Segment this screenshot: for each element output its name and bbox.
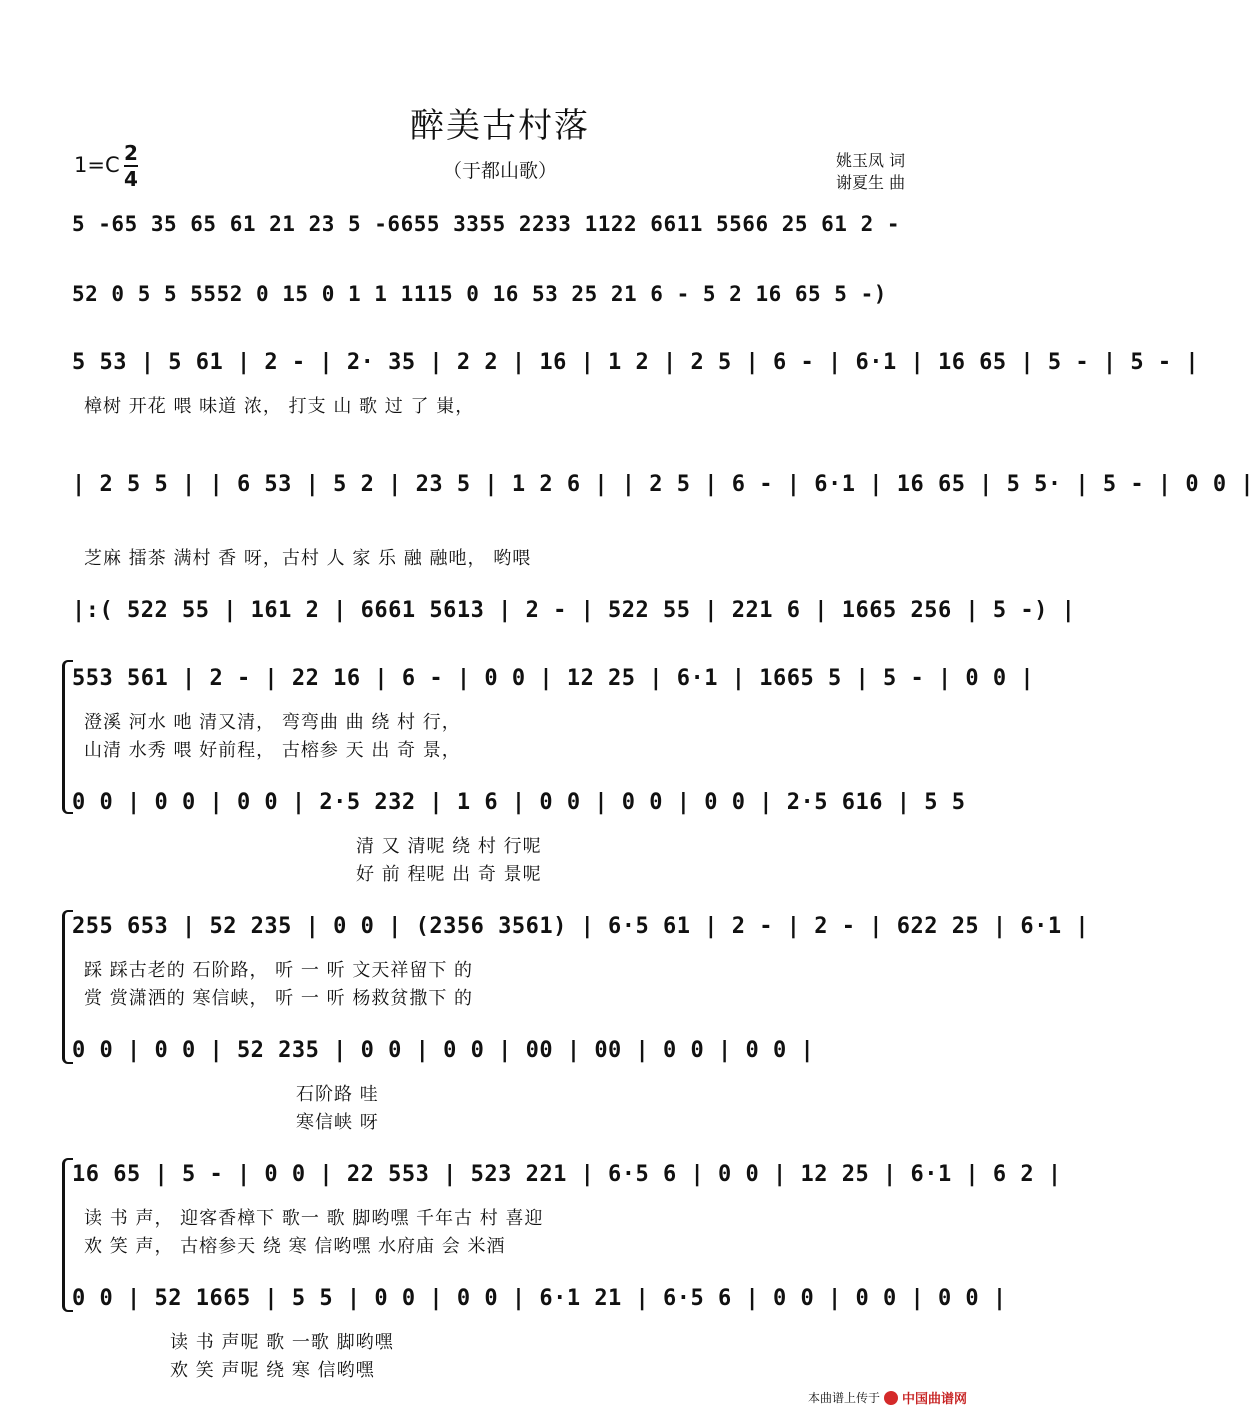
- notation-line-2: 52 0 5 5 5552 0 15 0 1 1 1115 0 16 53 25 21 6 - 5 2 16 65 5 -): [72, 282, 887, 306]
- lyricist-credit: 姚玉凤 词: [836, 151, 906, 170]
- site-logo-text: 中国曲谱网: [902, 1392, 968, 1407]
- composer-credit: 谢夏生 曲: [836, 173, 906, 192]
- lyrics-line-14: 欢 笑 声呢 绕 寒 信哟嘿: [170, 1360, 375, 1381]
- key-signature: 1=C: [74, 153, 120, 177]
- notation-line-9: 0 0 | 0 0 | 52 235 | 0 0 | 0 0 | 00 | 00 | 0 0 | 0 0 |: [72, 1038, 815, 1063]
- site-logo-icon: [884, 1391, 898, 1405]
- song-title: 醉美古村落: [410, 106, 590, 146]
- lyrics-line-5: 清 又 清呢 绕 村 行呢: [356, 836, 542, 857]
- lyrics-line-10: 寒信峡 呀: [296, 1112, 379, 1133]
- notation-line-5: |:( 522 55 | 161 2 | 6661 5613 | 2 - | 522 55 | 221 6 | 1665 256 | 5 -) |: [72, 598, 1076, 623]
- notation-line-10: 16 65 | 5 - | 0 0 | 22 553 | 523 221 | 6·5 6 | 0 0 | 12 25 | 6·1 | 6 2 |: [72, 1162, 1062, 1187]
- notation-line-1: 5 -65 35 65 61 21 23 5 -6655 3355 2233 1122 6611 5566 25 61 2 -: [72, 212, 901, 236]
- notation-line-6: 553 561 | 2 - | 22 16 | 6 - | 0 0 | 12 25 | 6·1 | 1665 5 | 5 - | 0 0 |: [72, 666, 1035, 691]
- lyrics-line-7: 踩 踩古老的 石阶路， 听 一 听 文天祥留下 的: [84, 960, 474, 981]
- footer-text: 本曲谱上传于: [808, 1391, 881, 1405]
- lyrics-line-6: 好 前 程呢 出 奇 景呢: [356, 864, 542, 885]
- lyrics-line-1: 樟树 开花 喂 味道 浓， 打支 山 歌 过 了 崬，: [84, 396, 475, 417]
- notation-line-7: 0 0 | 0 0 | 0 0 | 2·5 232 | 1 6 | 0 0 | 0 0 | 0 0 | 2·5 616 | 5 5: [72, 790, 966, 815]
- notation-line-3: 5 53 | 5 61 | 2 - | 2· 35 | 2 2 | 16 | 1 2 | 2 5 | 6 - | 6·1 | 16 65 | 5 - | 5 - |: [72, 350, 1200, 375]
- footer-watermark: [808, 1388, 967, 1407]
- lyrics-line-12: 欢 笑 声， 古榕参天 绕 寒 信哟嘿 水府庙 会 米酒: [84, 1236, 506, 1257]
- lyrics-line-13: 读 书 声呢 歌 一歌 脚哟嘿: [170, 1332, 394, 1353]
- lyrics-line-4: 山清 水秀 喂 好前程， 古榕参 天 出 奇 景，: [84, 740, 461, 761]
- meter-top: 2: [124, 141, 138, 165]
- lyrics-line-8: 赏 赏潇洒的 寒信峡， 听 一 听 杨救贫撒下 的: [84, 988, 474, 1009]
- meter-bottom: 4: [124, 167, 138, 191]
- lyrics-line-11: 读 书 声， 迎客香樟下 歌一 歌 脚哟嘿 千年古 村 喜迎: [84, 1208, 544, 1229]
- notation-line-4: | 2 5 5 | | 6 53 | 5 2 | 23 5 | 1 2 6 | | 2 5 | 6 - | 6·1 | 16 65 | 5 5· | 5 - | 0 0 |: [72, 472, 1254, 497]
- time-signature: [124, 142, 138, 190]
- lyrics-line-9: 石阶路 哇: [296, 1084, 379, 1105]
- lyrics-line-2: 芝麻 擂茶 满村 香 呀，古村 人 家 乐 融 融吔， 哟喂: [84, 548, 532, 569]
- notation-line-11: 0 0 | 52 1665 | 5 5 | 0 0 | 0 0 | 6·1 21 | 6·5 6 | 0 0 | 0 0 | 0 0 |: [72, 1286, 1007, 1311]
- notation-line-8: 255 653 | 52 235 | 0 0 | (2356 3561) | 6·5 61 | 2 - | 2 - | 622 25 | 6·1 |: [72, 914, 1090, 939]
- song-subtitle: （于都山歌）: [442, 160, 557, 182]
- lyrics-line-3: 澄溪 河水 吔 清又清， 弯弯曲 曲 绕 村 行，: [84, 712, 461, 733]
